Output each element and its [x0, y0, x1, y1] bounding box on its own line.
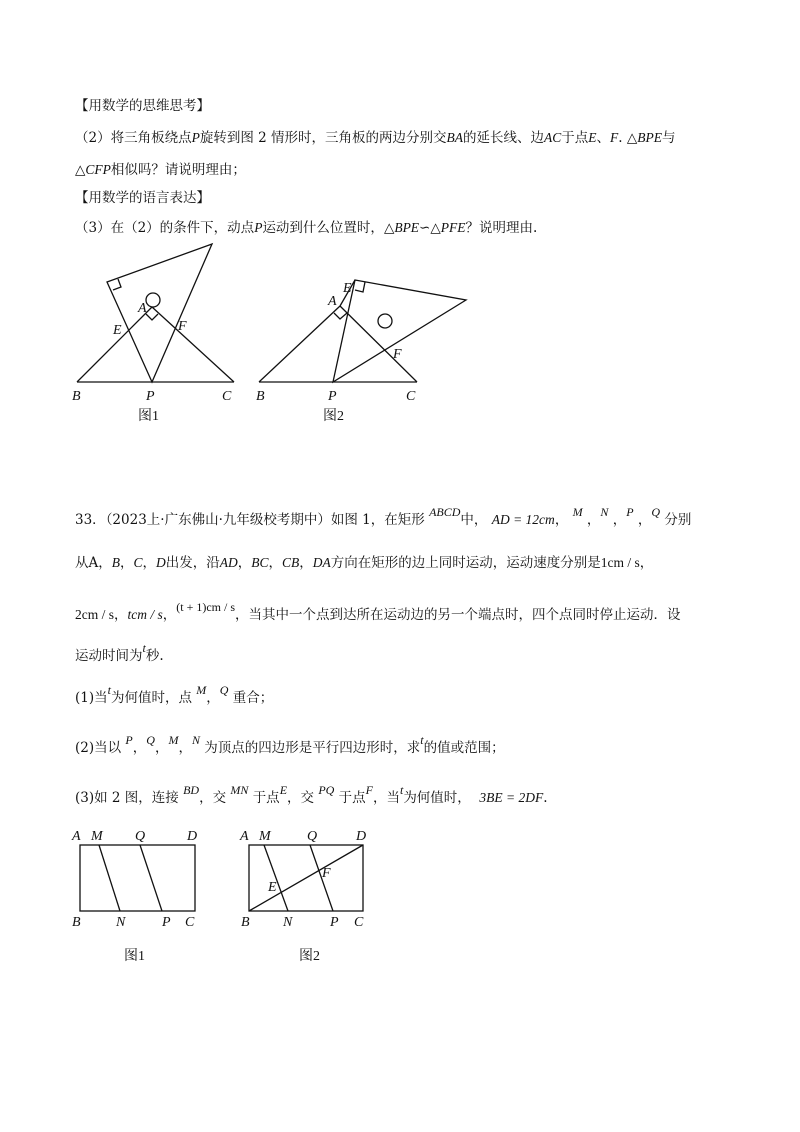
fig2-label-m: M — [259, 829, 271, 844]
ad-length: AD = 12cm — [491, 512, 555, 527]
fig1-label-e: E — [113, 323, 122, 338]
p33-text: ， — [178, 740, 192, 756]
p33-text: 分别 — [664, 512, 692, 528]
point-p: P — [626, 505, 634, 519]
fig1-caption: 图1 — [124, 949, 145, 964]
q2-text: 旋转到图 2 情形时，三角板的两边分别交 — [199, 130, 447, 146]
p33-text: 秒. — [145, 648, 164, 664]
q1-q: Q — [219, 683, 229, 697]
p33-text: ， — [299, 555, 313, 571]
fig2-segment-ba — [259, 306, 340, 382]
fig1-right-angle-a — [146, 314, 158, 320]
fig2-caption: 图2 — [299, 949, 320, 964]
p33-text: 中， — [460, 512, 488, 528]
q2-text: 、 — [596, 130, 611, 146]
q2-text: 的延长线、边 — [463, 130, 545, 146]
fig1-segment-ba — [77, 307, 152, 382]
speed-2: 2cm / s — [75, 607, 114, 622]
fig1-label-b: B — [72, 915, 81, 930]
dir-bc: BC — [251, 555, 269, 570]
fig1-label-a: A — [72, 829, 81, 844]
fig1-label-p: P — [146, 389, 155, 404]
p33-text: 为何值时，点 — [110, 690, 192, 706]
q3-equation: 3BE = 2DF — [479, 790, 544, 805]
problem33-line3 — [75, 600, 681, 625]
p33-text: ， — [237, 555, 252, 571]
q3-point-p: P — [254, 220, 263, 235]
problem33-q1 — [75, 683, 274, 708]
p33-text: 运动时间为 — [75, 648, 143, 664]
q1-m: M — [196, 683, 207, 697]
p33-text: ， — [206, 690, 220, 706]
fig2-right-angle-a — [334, 313, 347, 319]
fig1-label-c: C — [222, 389, 232, 404]
fig2-label-a: A — [240, 829, 249, 844]
p33-text: ， — [268, 555, 283, 571]
fig1-segment-mn — [99, 845, 120, 911]
p33-text: ， — [637, 512, 652, 528]
problem33-line2 — [75, 553, 653, 573]
q3-text: 运动到什么位置时， — [262, 220, 384, 236]
fig2-right-angle-mark — [355, 282, 365, 292]
section-header-language: 【用数学的语言表达】 — [75, 190, 210, 206]
q3-pq: PQ — [318, 783, 335, 797]
speed-4: (t + 1)cm / s — [176, 600, 236, 614]
q2-segment-ba: BA — [446, 130, 464, 145]
p33-text: 的值或范围； — [423, 740, 505, 756]
p33-text: 方向在矩形的边上同时运动，运动速度分别是 — [330, 555, 601, 571]
start-c: C — [133, 555, 143, 570]
fig1-label-c: C — [185, 915, 195, 930]
p33-text: ，交 — [199, 790, 227, 806]
fig1-segment-ac — [152, 307, 234, 382]
p33-text: ，交 — [287, 790, 315, 806]
fig1-label-d: D — [187, 829, 198, 844]
p33-text: (3)如 2 图，连接 — [75, 790, 179, 806]
fig1-label-n: N — [116, 915, 126, 930]
fig1-label-m: M — [91, 829, 103, 844]
start-b: B — [111, 555, 120, 570]
start-d: D — [156, 555, 166, 570]
fig2-label-e: E — [343, 281, 352, 296]
fig2-label-b: B — [241, 915, 250, 930]
fig2-label-f: F — [393, 347, 402, 362]
q2-t: t — [420, 733, 424, 747]
fig2-segment-mn — [264, 845, 288, 911]
problem33-q3 — [75, 783, 548, 808]
q2-text: 与 — [662, 130, 676, 146]
q2-triangle-bpe: △BPE — [626, 130, 662, 145]
q3-f: F — [365, 783, 373, 797]
p33-text: ， — [639, 555, 654, 571]
fig1-label-b: B — [72, 389, 81, 404]
q3-t: t — [399, 783, 404, 797]
p33-text: . — [543, 790, 548, 806]
p33-text: 于点 — [252, 790, 280, 806]
speed-1: 1cm / s — [600, 555, 640, 570]
point-m: M — [572, 505, 583, 519]
p33-text: ，当其中一个点到达所在运动边的另一个端点时，四个点同时停止运动．设 — [235, 607, 681, 623]
fig2-label-c: C — [406, 389, 416, 404]
q3-text: ？说明理由. — [465, 220, 538, 236]
point-n: N — [600, 505, 609, 519]
p33-text: (2)当以 — [75, 740, 122, 756]
q2-q: Q — [146, 733, 155, 747]
fig1-label-p: P — [162, 915, 171, 930]
problem33-line1 — [75, 505, 692, 530]
p33-text: ， — [142, 555, 157, 571]
p33-text: 重合； — [232, 690, 274, 706]
fig1-rectangle — [80, 845, 195, 911]
variable-t: t — [142, 641, 146, 655]
q2-point-p: P — [191, 130, 200, 145]
fig2-label-a: A — [328, 294, 337, 309]
p33-text: ， — [120, 555, 134, 571]
fig1-circle-hole — [146, 293, 160, 307]
dir-da: DA — [312, 555, 331, 570]
problem-source: （2023上·广东佛山·九年级校考期中）如图 1，在矩形 — [105, 512, 425, 528]
p33-text: ，当 — [372, 790, 400, 806]
dir-ad: AD — [219, 555, 238, 570]
rect-abcd: ABCD — [429, 505, 461, 519]
section-header-thinking: 【用数学的思维思考】 — [75, 98, 210, 114]
p33-text: ， — [132, 740, 147, 756]
p33-text: ， — [586, 512, 601, 528]
fig1-label-f: F — [178, 319, 187, 334]
q3-text: （3）在（2）的条件下，动点 — [75, 220, 255, 236]
q3-similarity: △BPE∽△PFE — [383, 220, 466, 235]
q2-text: . — [618, 130, 623, 146]
p33-text: 为何值时， — [403, 790, 471, 806]
point-q: Q — [651, 505, 661, 519]
p33-text: ， — [114, 607, 128, 623]
fig2-label-e: E — [268, 880, 277, 895]
q2-segment-ac: AC — [544, 130, 562, 145]
fig2-caption: 图2 — [323, 409, 344, 424]
q1-t: t — [107, 683, 111, 697]
q3-e: E — [279, 783, 288, 797]
q2-m: M — [168, 733, 179, 747]
problem-number: 33． — [75, 512, 106, 528]
q2-text: （2）将三角板绕点 — [75, 130, 192, 146]
fig2-label-p: P — [330, 915, 339, 930]
top-figures — [0, 0, 800, 440]
p33-text: ， — [612, 512, 627, 528]
p33-text: 出发，沿 — [165, 555, 220, 571]
problem33-line4 — [75, 641, 164, 666]
q2-point-f: F — [610, 130, 619, 145]
q2-text: 于点 — [561, 130, 589, 146]
q2-text: 相似吗？请说明理由； — [110, 162, 246, 178]
fig2-label-n: N — [283, 915, 293, 930]
p33-text: (1)当 — [75, 690, 108, 706]
fig1-caption: 图1 — [138, 409, 159, 424]
speed-3: tcm / s — [127, 607, 163, 622]
q2-n: N — [191, 733, 200, 747]
fig1-label-q: Q — [135, 829, 146, 844]
fig2-label-c: C — [354, 915, 364, 930]
fig1-label-a: A — [138, 301, 147, 316]
p33-text: 从A， — [75, 555, 112, 571]
q2-point-e: E — [588, 130, 597, 145]
p33-text: 于点 — [338, 790, 366, 806]
p33-text: 为顶点的四边形是平行四边形时，求 — [204, 740, 421, 756]
fig1-segment-qp — [140, 845, 162, 911]
dir-cb: CB — [282, 555, 300, 570]
q3-mn: MN — [230, 783, 249, 797]
fig2-label-p: P — [328, 389, 337, 404]
fig2-set-square — [333, 280, 466, 382]
q2-p: P — [125, 733, 133, 747]
problem33-q2 — [75, 733, 505, 758]
fig1-right-angle-mark — [113, 279, 121, 290]
fig2-circle-hole — [378, 314, 392, 328]
q2-triangle-cfp: △CFP — [75, 162, 111, 177]
fig2-label-f: F — [322, 866, 331, 881]
fig2-label-d: D — [356, 829, 367, 844]
bottom-figures — [0, 820, 800, 970]
p33-text: ， — [162, 607, 177, 623]
q3-bd: BD — [183, 783, 200, 797]
fig2-label-q: Q — [307, 829, 318, 844]
fig2-diagonal-bd — [249, 845, 363, 911]
fig2-label-b: B — [256, 389, 265, 404]
p33-text: ， — [554, 512, 569, 528]
p33-text: ， — [154, 740, 169, 756]
